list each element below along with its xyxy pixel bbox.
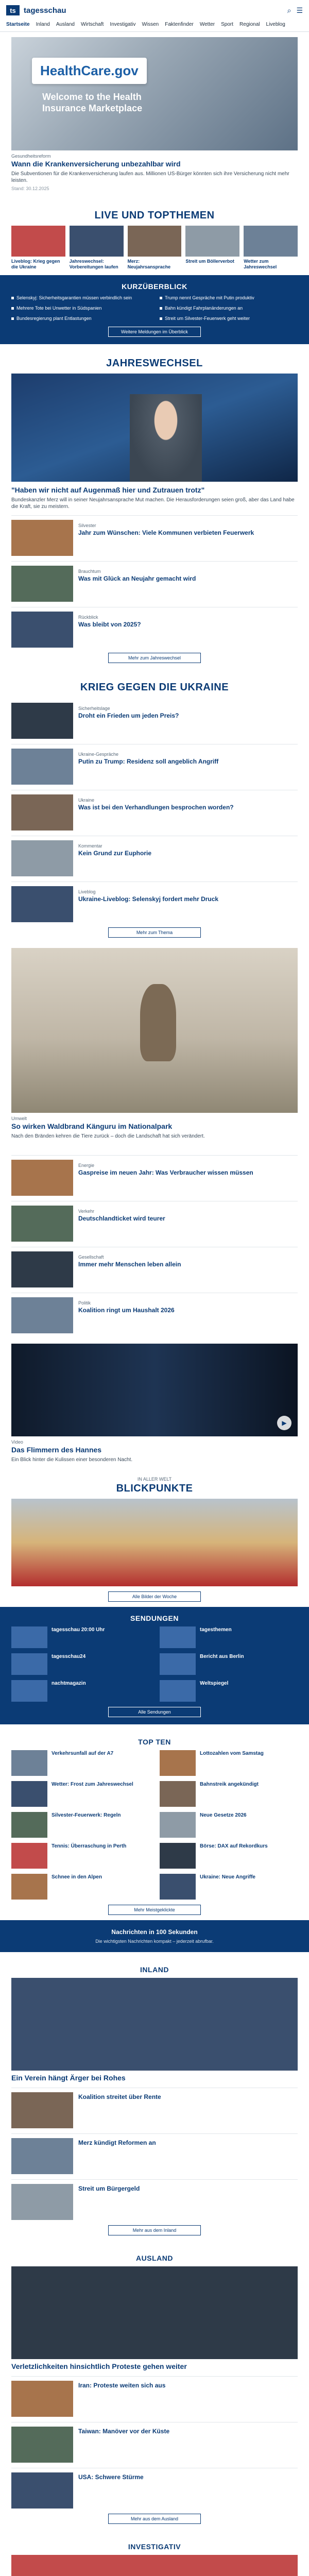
ticker-title: Nachrichten in 100 Sekunden [111,1928,198,1936]
ausland-section [0,2241,309,2529]
top-item[interactable] [160,1781,298,1807]
blick-more-button[interactable]: Alle Bilder der Woche [108,1591,201,1602]
nav-item[interactable]: Faktenfinder [165,22,194,27]
feature-image[interactable] [11,948,298,1113]
live-caption: Liveblog: Krieg gegen die Ukraine [11,259,60,269]
top-thumb [160,1750,196,1776]
nav-item[interactable]: Wissen [142,22,159,27]
feature-headline[interactable]: So wirken Waldbrand Känguru im Nationalpark [11,1122,173,1130]
news-headline: Immer mehr Menschen leben allein [78,1261,181,1268]
ukraine-lead-dach: Sicherheitslage [78,706,110,711]
kurz-item[interactable]: Trump nennt Gespräche mit Putin produktiv [160,295,298,301]
video-teaser: Ein Blick hinter die Kulissen einer besonderen Nacht. [11,1457,133,1463]
topten-section [0,1724,309,1920]
sendungen-section [0,1607,309,1724]
invest-title: INVESTIGATIV [128,2543,181,2551]
jw-thumb [11,612,73,648]
top-thumb [11,1812,47,1838]
video-headline[interactable]: Das Flimmern des Hannes [11,1446,102,1454]
investigativ-section [0,2529,309,2576]
ticker-box[interactable] [0,1920,309,1952]
ausland-more-button[interactable]: Mehr aus dem Ausland [108,2514,201,2524]
top-item[interactable] [11,1750,149,1776]
live-item[interactable] [70,226,124,270]
ukraine-item-headline: Ukraine-Liveblog: Selenskyj fordert mehr Druck [78,895,219,903]
blick-image[interactable] [11,1499,298,1586]
top-item[interactable] [11,1874,149,1900]
ukraine-item-headline: Putin zu Trump: Residenz soll angeblich Angriff [78,758,219,765]
top-label: Bahnstreik angekündigt [200,1782,259,1787]
top-label: Verkehrsunfall auf der A7 [52,1751,114,1756]
send-more-button[interactable]: Alle Sendungen [108,1707,201,1717]
hero-image[interactable] [11,37,298,150]
news-dach: Politik [78,1300,91,1306]
ukraine-item[interactable] [11,882,298,922]
jw-more-button[interactable]: Mehr zum Jahreswechsel [108,653,201,663]
play-icon[interactable]: ▶ [277,1416,291,1430]
feature-dach: Umwelt [11,1116,27,1121]
top-grid [11,1750,298,1900]
send-thumb [11,1626,47,1648]
news-thumb [11,1297,73,1333]
ausland-thumb [11,2381,73,2417]
ukraine-item-headline: Was ist bei den Verhandlungen besprochen worden? [78,804,234,811]
feature-teaser: Nach den Bränden kehren die Tiere zurück – doch die Landschaft hat sich verändert. [11,1133,205,1139]
inland-item[interactable] [11,2179,298,2220]
top-label: Silvester-Feuerwerk: Regeln [52,1812,121,1818]
video-image[interactable] [11,1344,298,1436]
hero-section [0,32,309,196]
top-item[interactable] [11,1781,149,1807]
jw-thumb [11,520,73,556]
top-item[interactable] [160,1812,298,1838]
ausland-item[interactable] [11,2468,298,2509]
jw-item-headline: Was mit Glück an Neujahr gemacht wird [78,575,196,582]
ukraine-title: KRIEG GEGEN DIE UKRAINE [80,682,229,693]
jahreswechsel-section [0,344,309,668]
nav-item[interactable]: Sport [221,22,234,27]
news-item[interactable] [11,1155,298,1196]
live-caption: Wetter zum Jahreswechsel [244,259,277,269]
logo-row [6,3,303,18]
news-dach: Verkehr [78,1209,95,1214]
ausland-thumb [11,2472,73,2509]
ukraine-thumb [11,749,73,785]
kurzueberblick-box [0,275,309,344]
menu-icon[interactable]: ☰ [296,6,303,14]
top-item[interactable] [11,1843,149,1869]
ukraine-item-dach: Liveblog [78,889,96,894]
live-item[interactable] [11,226,65,270]
nav-item[interactable]: Wetter [199,22,215,27]
send-label: tagesthemen [200,1627,232,1633]
inland-item-headline: Streit um Bürgergeld [78,2185,140,2192]
inland-more-button[interactable]: Mehr aus dem Inland [108,2225,201,2235]
ausland-item[interactable] [11,2376,298,2417]
live-item[interactable] [128,226,182,270]
live-caption: Streit um Böllerverbot [185,259,234,264]
inland-headline[interactable]: Ein Verein hängt Ärger bei Rohes [11,2074,126,2082]
jw-thumb [11,566,73,602]
kurz-more-button[interactable]: Weitere Meldungen im Überblick [108,327,201,337]
news-item[interactable] [11,1293,298,1333]
top-label: Lottozahlen vom Samstag [200,1751,264,1756]
live-grid [11,226,298,270]
news-item[interactable] [11,1247,298,1287]
top-title: TOP TEN [138,1738,171,1746]
nav-item[interactable]: Investigativ [110,22,136,27]
inland-section [0,1952,309,2241]
send-item[interactable] [11,1626,149,1648]
send-thumb [11,1680,47,1702]
hero-sign-sub: Welcome to the Health Insurance Marketplace [42,92,143,113]
news-item[interactable] [11,1201,298,1242]
jw-list-item[interactable] [11,607,298,648]
jw-list-item[interactable] [11,515,298,556]
top-more-button[interactable]: Mehr Meistgeklickte [108,1905,201,1915]
news-dach: Gesellschaft [78,1255,104,1260]
video-section [0,1338,309,1468]
kurz-item[interactable]: Selenskyj: Sicherheitsgarantien müssen verbindlich sein [11,295,149,301]
nav-item[interactable]: Liveblog [266,22,285,27]
live-title: LIVE UND TOPTHEMEN [94,210,215,221]
top-label: Ukraine: Neue Angriffe [200,1874,255,1880]
speaker-figure [130,394,202,482]
blick-pre: IN ALLER WELT [137,1477,172,1482]
top-label: Schnee in den Alpen [52,1874,102,1880]
ausland-title: AUSLAND [136,2254,173,2262]
site-header [0,0,309,32]
blick-title: BLICKPUNKTE [116,1483,193,1494]
send-item[interactable] [160,1626,298,1648]
nav-item[interactable]: Ausland [56,22,75,27]
inland-thumb [11,2092,73,2128]
feature-section [0,943,309,1145]
send-thumb [160,1680,196,1702]
top-thumb [160,1781,196,1807]
send-item[interactable] [160,1653,298,1675]
inland-title: INLAND [140,1965,169,1974]
ukraine-item-headline: Kein Grund zur Euphorie [78,850,152,857]
ukraine-lead[interactable] [11,699,298,739]
jw-item-dach: Rückblick [78,615,98,620]
live-image [70,226,124,257]
top-item[interactable] [160,1843,298,1869]
ausland-item-headline: USA: Schwere Stürme [78,2473,144,2481]
send-thumb [160,1653,196,1675]
inland-image[interactable] [11,1978,298,2071]
send-item[interactable] [160,1680,298,1702]
kangaroo-figure [140,984,176,1061]
top-label: Tennis: Überraschung in Perth [52,1843,127,1849]
send-label: nachtmagazin [52,1681,86,1686]
video-dach: Video [11,1439,23,1445]
nav-item[interactable]: Regional [239,22,260,27]
top-item[interactable] [11,1812,149,1838]
live-section [0,196,309,275]
ukraine-item-dach: Ukraine-Gespräche [78,752,119,757]
ausland-headline[interactable]: Verletzlichkeiten hinsichtlich Proteste gehen weiter [11,2362,187,2370]
search-icon[interactable]: ⌕ [287,6,291,14]
news-headline: Deutschlandticket wird teurer [78,1215,165,1222]
jw-item-headline: Jahr zum Wünschen: Viele Kommunen verbieten Feuerwerk [78,529,254,536]
send-label: Weltspiegel [200,1681,229,1686]
nav-item[interactable]: Wirtschaft [80,22,104,27]
top-thumb [11,1843,47,1869]
ukraine-item[interactable] [11,836,298,876]
jw-image[interactable] [11,374,298,482]
jw-item-dach: Silvester [78,523,96,528]
send-thumb [11,1653,47,1675]
top-thumb [11,1781,47,1807]
inland-item[interactable] [11,2088,298,2128]
news-thumb [11,1160,73,1196]
hero-dachzeile: Gesundheitsreform [11,154,51,159]
send-label: tagesschau24 [52,1654,86,1659]
ukraine-lead-thumb [11,703,73,739]
kurz-grid [11,295,298,321]
hero-headline[interactable]: Wann die Krankenversicherung unbezahlbar wird [11,160,181,168]
ausland-item-headline: Taiwan: Manöver vor der Küste [78,2428,170,2435]
ausland-item-headline: Iran: Proteste weiten sich aus [78,2382,166,2389]
ukraine-item-dach: Ukraine [78,798,95,803]
send-title: SENDUNGEN [130,1614,179,1622]
live-image [185,226,239,257]
main-nav [6,22,303,27]
top-label: Wetter: Frost zum Jahreswechsel [52,1782,133,1787]
top-thumb [160,1843,196,1869]
live-caption: Merz: Neujahrsansprache [127,259,171,269]
kurz-item[interactable]: Streit um Silvester-Feuerwerk geht weiter [160,315,298,321]
news-headline: Koalition ringt um Haushalt 2026 [78,1307,175,1314]
jw-item-dach: Brauchtum [78,569,101,574]
ukraine-item-dach: Kommentar [78,843,102,849]
top-label: Börse: DAX auf Rekordkurs [200,1843,268,1849]
ticker-text: Die wichtigsten Nachrichten kompakt – jederzeit abrufbar. [95,1939,214,1944]
send-label: tagesschau 20:00 Uhr [52,1627,105,1633]
inland-item-headline: Merz kündigt Reformen an [78,2139,156,2146]
inland-item-headline: Koalition streitet über Rente [78,2093,161,2100]
live-item[interactable] [185,226,239,270]
live-image [128,226,182,257]
send-thumb [160,1626,196,1648]
ukraine-more-button[interactable]: Mehr zum Thema [108,927,201,938]
kurz-item[interactable]: Bundesregierung plant Entlastungen [11,315,149,321]
jw-list-item[interactable] [11,561,298,602]
send-grid [11,1626,298,1702]
kurz-item[interactable]: Mehrere Tote bei Unwetter in Südspanien [11,305,149,311]
top-label: Neue Gesetze 2026 [200,1812,247,1818]
ausland-item[interactable] [11,2422,298,2463]
top-item[interactable] [160,1750,298,1776]
hero-meta: Stand: 30.12.2025 [11,186,49,191]
nav-item[interactable]: Inland [36,22,50,27]
send-item[interactable] [11,1653,149,1675]
ukraine-thumb [11,794,73,831]
jw-item-headline: Was bleibt von 2025? [78,621,141,628]
news-thumb [11,1251,73,1287]
hero-teaser: Die Subventionen für die Krankenversicherung laufen aus. Millionen US-Bürger könnten sich ihre Versicherung nicht mehr leisten. [11,171,289,183]
ukraine-thumb [11,886,73,922]
ausland-image[interactable] [11,2266,298,2359]
live-image [244,226,298,257]
send-label: Bericht aus Berlin [200,1654,244,1659]
kurz-title: KURZÜBERBLICK [122,282,187,291]
ausland-thumb [11,2427,73,2463]
news-thumb [11,1206,73,1242]
jw-title: JAHRESWECHSEL [106,358,203,369]
ukraine-item[interactable] [11,790,298,831]
inland-thumb [11,2184,73,2220]
live-caption: Jahreswechsel: Vorbereitungen laufen [69,259,118,269]
top-item[interactable] [160,1874,298,1900]
ukraine-item[interactable] [11,744,298,785]
ukraine-thumb [11,840,73,876]
logo-mark[interactable]: ts [6,5,20,15]
header-icons [287,6,303,15]
top-thumb [160,1874,196,1900]
ukraine-section [0,668,309,943]
jw-teaser: Bundeskanzler Merz will in seiner Neujahrsansprache Mut machen. Die Herausforderungen seien groß, aber das Land habe die Kraft, sie zu meistern. [11,497,295,510]
top-thumb [11,1874,47,1900]
kurz-item[interactable]: Bahn kündigt Fahrplanänderungen an [160,305,298,311]
top-thumb [160,1812,196,1838]
nav-item[interactable]: Startseite [6,22,30,27]
inland-thumb [11,2138,73,2174]
news-dach: Energie [78,1163,95,1168]
top-thumb [11,1750,47,1776]
inland-item[interactable] [11,2133,298,2174]
live-item[interactable] [244,226,298,270]
send-item[interactable] [11,1680,149,1702]
ukraine-lead-headline: Droht ein Frieden um jeden Preis? [78,712,179,719]
live-image [11,226,65,257]
hero-sign: HealthCare.gov [32,58,147,84]
news-list-section [0,1145,309,1338]
invest-image[interactable] [11,2555,298,2576]
jw-headline[interactable]: "Haben wir nicht auf Augenmaß hier und Zutrauen trotz" [11,486,205,494]
blickpunkte-section [0,1468,309,1607]
news-headline: Gaspreise im neuen Jahr: Was Verbraucher wissen müssen [78,1169,253,1176]
logo-text[interactable]: tagesschau [24,6,66,15]
